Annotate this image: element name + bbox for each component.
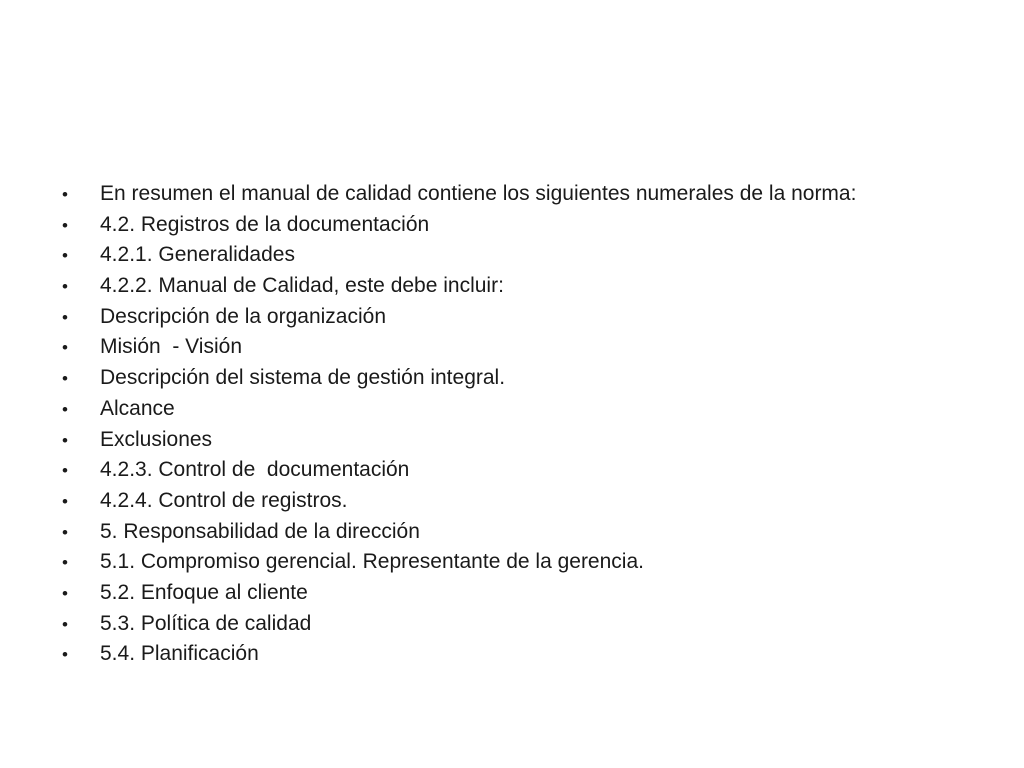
list-item xyxy=(62,179,992,210)
bullet-icon: • xyxy=(62,185,68,204)
list-item xyxy=(62,302,992,333)
list-item xyxy=(62,363,992,394)
bullet-icon: • xyxy=(62,430,68,450)
list-item xyxy=(62,639,992,670)
bullet-text: 4.2.3. Control de documentación xyxy=(100,458,410,482)
bullet-icon: • xyxy=(62,369,68,389)
list-item xyxy=(62,332,992,363)
list-item xyxy=(62,271,992,302)
bullet-icon: • xyxy=(62,307,68,327)
bullet-icon: • xyxy=(62,645,68,665)
bullet-list xyxy=(62,179,992,670)
bullet-text: Alcance xyxy=(100,396,175,420)
bullet-text: En resumen el manual de calidad contiene los siguientes numerales de la norma: xyxy=(100,182,857,205)
bullet-text: 5.1. Compromiso gerencial. Representante de la gerencia. xyxy=(100,550,644,574)
list-item xyxy=(62,486,992,517)
list-item xyxy=(62,210,992,241)
list-item xyxy=(62,455,992,486)
bullet-text: 4.2.4. Control de registros. xyxy=(100,488,348,512)
bullet-text: 5.3. Política de calidad xyxy=(100,611,312,635)
list-item xyxy=(62,240,992,271)
bullet-text: Exclusiones xyxy=(100,427,213,451)
bullet-text: 4.2.2. Manual de Calidad, este debe incluir: xyxy=(100,274,504,298)
bullet-text: Descripción del sistema de gestión integral. xyxy=(100,366,506,390)
bullet-icon: • xyxy=(62,553,68,573)
bullet-text: 4.2. Registros de la documentación xyxy=(100,212,430,236)
bullet-text: 5.4. Planificación xyxy=(100,642,259,666)
bullet-text: Descripción de la organización xyxy=(100,304,386,328)
bullet-icon: • xyxy=(62,461,68,481)
bullet-icon: • xyxy=(62,491,68,511)
bullet-text: Misión - Visión xyxy=(100,335,242,359)
bullet-icon: • xyxy=(62,522,68,542)
bullet-icon: • xyxy=(62,277,68,297)
list-item xyxy=(62,517,992,548)
bullet-icon: • xyxy=(62,215,68,235)
list-item xyxy=(62,578,992,609)
bullet-icon: • xyxy=(62,246,68,266)
bullet-icon: • xyxy=(62,614,68,634)
list-item xyxy=(62,609,992,640)
bullet-text: 4.2.1. Generalidades xyxy=(100,243,295,267)
bullet-icon: • xyxy=(62,399,68,419)
list-item xyxy=(62,425,992,456)
bullet-text: 5. Responsabilidad de la dirección xyxy=(100,519,420,543)
list-item xyxy=(62,547,992,578)
bullet-icon: • xyxy=(62,583,68,603)
list-item xyxy=(62,394,992,425)
bullet-text: 5.2. Enfoque al cliente xyxy=(100,580,308,604)
bullet-icon: • xyxy=(62,338,68,358)
